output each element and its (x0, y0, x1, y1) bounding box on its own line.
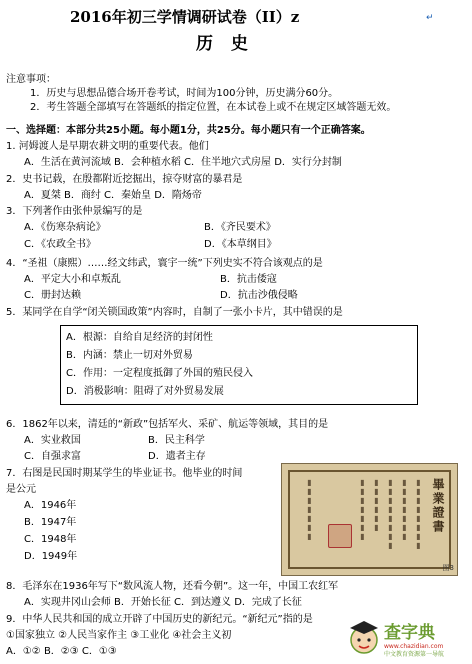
q1-options: A．生活在黄河流域 B．会种植水稻 C．住半地穴式房屋 D．实行分封制 (24, 157, 342, 168)
q6-option-b: B．民主科学 (148, 435, 205, 446)
q8-options: A．实现井冈山会师 B．开始长征 C．到达遵义 D．完成了长征 (24, 597, 302, 608)
notes-heading: 注意事项： (6, 74, 56, 85)
certificate-text-col-1: ▮▮▮▮▮▮▮▮ (414, 478, 423, 550)
q5-option-c: C．作用：一定程度抵御了外国的殖民侵入 (66, 368, 253, 379)
q3-stem: 3．下列著作由张仲景编写的是 (6, 206, 143, 217)
q4-option-a: A．平定大小和卓叛乱 (24, 274, 121, 285)
q2-options: A．夏桀 B．商纣 C．秦始皇 D．隋炀帝 (24, 190, 202, 201)
certificate-seal-icon (328, 524, 352, 548)
q6-option-a: A．实业救国 (24, 435, 81, 446)
certificate-text-col-4: ▮▮▮▮▮▮ (372, 478, 381, 532)
svg-text:www.chazidian.com: www.chazidian.com (384, 643, 444, 650)
certificate-text-col-5: ▮▮▮▮▮▮▮ (358, 478, 367, 541)
certificate-text-col-3: ▮▮▮▮▮▮▮▮ (386, 478, 395, 550)
q3-option-d: D．《本草纲目》 (204, 239, 277, 250)
q4-option-b: B．抗击倭寇 (220, 274, 277, 285)
q3-option-a: A．《伤寒杂病论》 (24, 222, 106, 233)
q7-option-a: A．1946年 (24, 500, 77, 511)
q4-option-c: C．册封达赖 (24, 290, 81, 301)
q5-option-b: B．内涵：禁止一切对外贸易 (66, 350, 193, 361)
q5-option-a: A．根源：自给自足经济的封闭性 (66, 332, 213, 343)
figure-tag: 图3 (442, 564, 454, 572)
return-mark-icon: ↵ (426, 13, 434, 23)
chazidian-logo (348, 612, 468, 660)
q3-option-b: B．《齐民要术》 (204, 222, 276, 233)
q7-option-d: D．1949年 (24, 551, 78, 562)
q4-stem: 4．“圣祖（康熙）……经文纬武，寰宇一统”下列史实不符合该观点的是 (6, 258, 323, 269)
q7-option-b: B．1947年 (24, 517, 77, 528)
q1-stem: 1. 河姆渡人是早期农耕文明的重要代表。他们 (6, 141, 209, 152)
graduate-mascot-icon (348, 612, 468, 660)
q6-stem: 6．1862年以来，清廷的“新政”包括军火、采矿、航运等领域，其目的是 (6, 419, 329, 430)
q5-stem: 5．某同学在自学“闭关锁国政策”内容时，自制了一张小卡片，其中错误的是 (6, 307, 343, 318)
q7-option-c: C．1948年 (24, 534, 77, 545)
q2-stem: 2．史书记载，在殷都附近挖掘出，掠夺财富的暴君是 (6, 174, 243, 185)
certificate-heading: 畢業證書 (431, 478, 445, 534)
note-item-1: 1．历史与思想品德合场开卷考试，时间为100分钟，历史满分60分。 (30, 88, 339, 99)
note-item-2: 2．考生答题全部填写在答题纸的指定位置，在本试卷上或不在规定区域答题无效。 (30, 102, 397, 113)
q4-option-d: D．抗击沙俄侵略 (220, 290, 298, 301)
svg-text:中文教育资源第一导航: 中文教育资源第一导航 (384, 651, 445, 658)
q6-option-c: C．自强求富 (24, 451, 81, 462)
q9-answer-options: A．①② B．②③ C．①③ (6, 646, 117, 657)
q3-option-c: C．《农政全书》 (24, 239, 96, 250)
certificate-text-col-2: ▮▮▮▮▮▮▮ (400, 478, 409, 541)
section-heading: 一、选择题：本部分共25小题。每小题1分，共25分。每小题只有一个正确答案。 (6, 125, 371, 136)
certificate-text-col-6: ▮▮▮▮▮▮▮ (305, 478, 314, 541)
q9-statements: ①国家独立 ②人民当家作主 ③工业化 ④社会主义初 (6, 630, 232, 641)
svg-text:查字典: 查字典 (384, 623, 435, 643)
q5-option-d: D．消极影响：阻碍了对外贸易发展 (66, 386, 224, 397)
subject-title: 历 史 (196, 34, 254, 54)
graduation-certificate-image (281, 463, 458, 576)
q8-stem: 8．毛泽东在1936年写下“数风流人物，还看今朝”。这一年，中国工农红军 (6, 581, 339, 592)
exam-title: 2016年初三学情调研试卷（II）z (70, 8, 300, 26)
q7-stem-line-1: 7．右图是民国时期某学生的毕业证书。他毕业的时间 (6, 468, 243, 479)
q6-option-d: D．遗者主存 (148, 451, 206, 462)
q9-stem: 9．中华人民共和国的成立开辟了中国历史的新纪元。“新纪元”指的是 (6, 614, 313, 625)
q7-stem-line-2: 是公元 (6, 484, 36, 495)
